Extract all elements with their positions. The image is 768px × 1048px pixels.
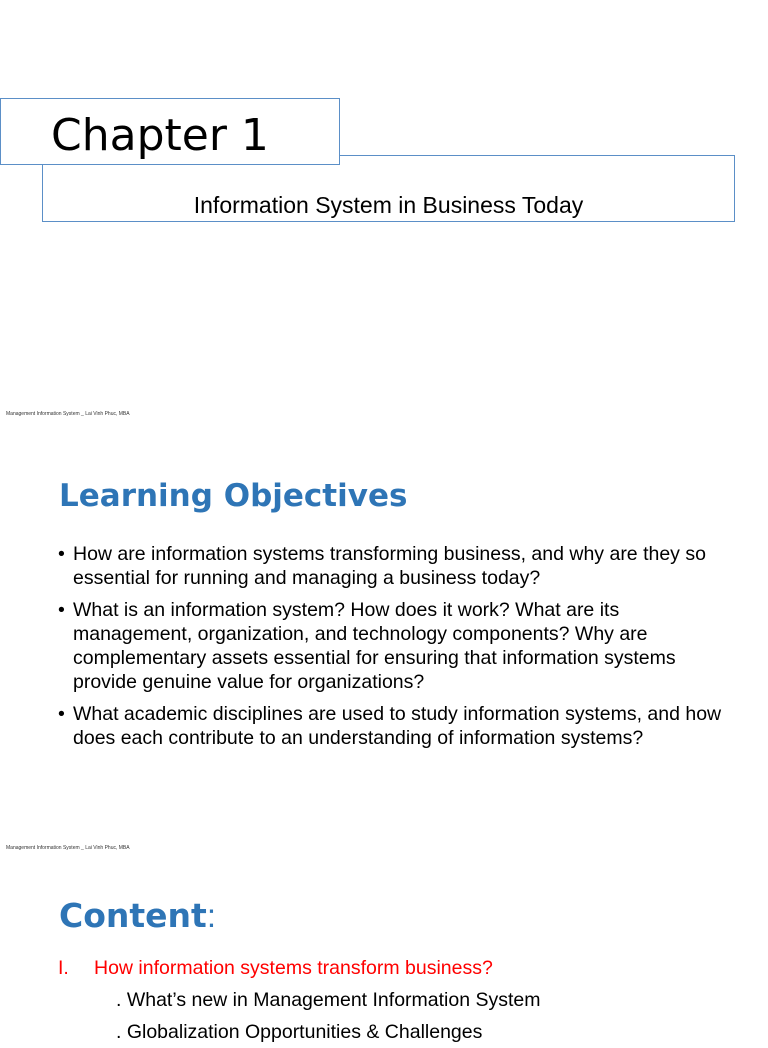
content-heading (59, 894, 216, 938)
content-slide (0, 864, 768, 1043)
slide-footer: Management Information System _ Lai Vinh Phuc, MBA (6, 411, 130, 417)
chapter-subtitle: Information System in Business Today (193, 192, 584, 218)
learning-objectives-slide (0, 432, 768, 864)
list-item-text: What academic disciplines are used to study information systems, and how does each contribute to an understanding of information systems? (73, 702, 722, 750)
list-item-text: How are information systems transforming business, and why are they so essential for running and managing a business today? (73, 543, 706, 590)
content-outline (58, 952, 748, 1048)
slide-footer: Management Information System _ Lai Vinh Phuc, MBA (6, 845, 130, 851)
objectives-list (58, 542, 728, 757)
section-number: I. (58, 957, 69, 979)
content-heading-colon: : (206, 897, 216, 934)
chapter-title: Chapter 1 (51, 110, 269, 161)
section-row (58, 952, 748, 984)
section-title: How information systems transform business? (94, 957, 493, 979)
list-item (58, 702, 728, 751)
list-item (58, 598, 728, 695)
list-item (58, 542, 728, 591)
title-slide (0, 0, 768, 432)
bullet-glyph: • (58, 543, 65, 565)
sub-item: . What’s new in Management Information System (116, 989, 541, 1011)
sub-item: . Globalization Opportunities & Challenges (116, 1021, 483, 1043)
bullet-glyph: • (58, 598, 65, 621)
list-item-text: What is an information system? How does it work? What are its management, organization, and technology components? Why are complementary assets essential for ensuring that information systems provide genuine value for organizations? (73, 598, 676, 694)
bullet-glyph: • (58, 702, 65, 725)
content-heading-text: Content (59, 896, 207, 935)
learning-objectives-heading: Learning Objectives (59, 478, 408, 514)
